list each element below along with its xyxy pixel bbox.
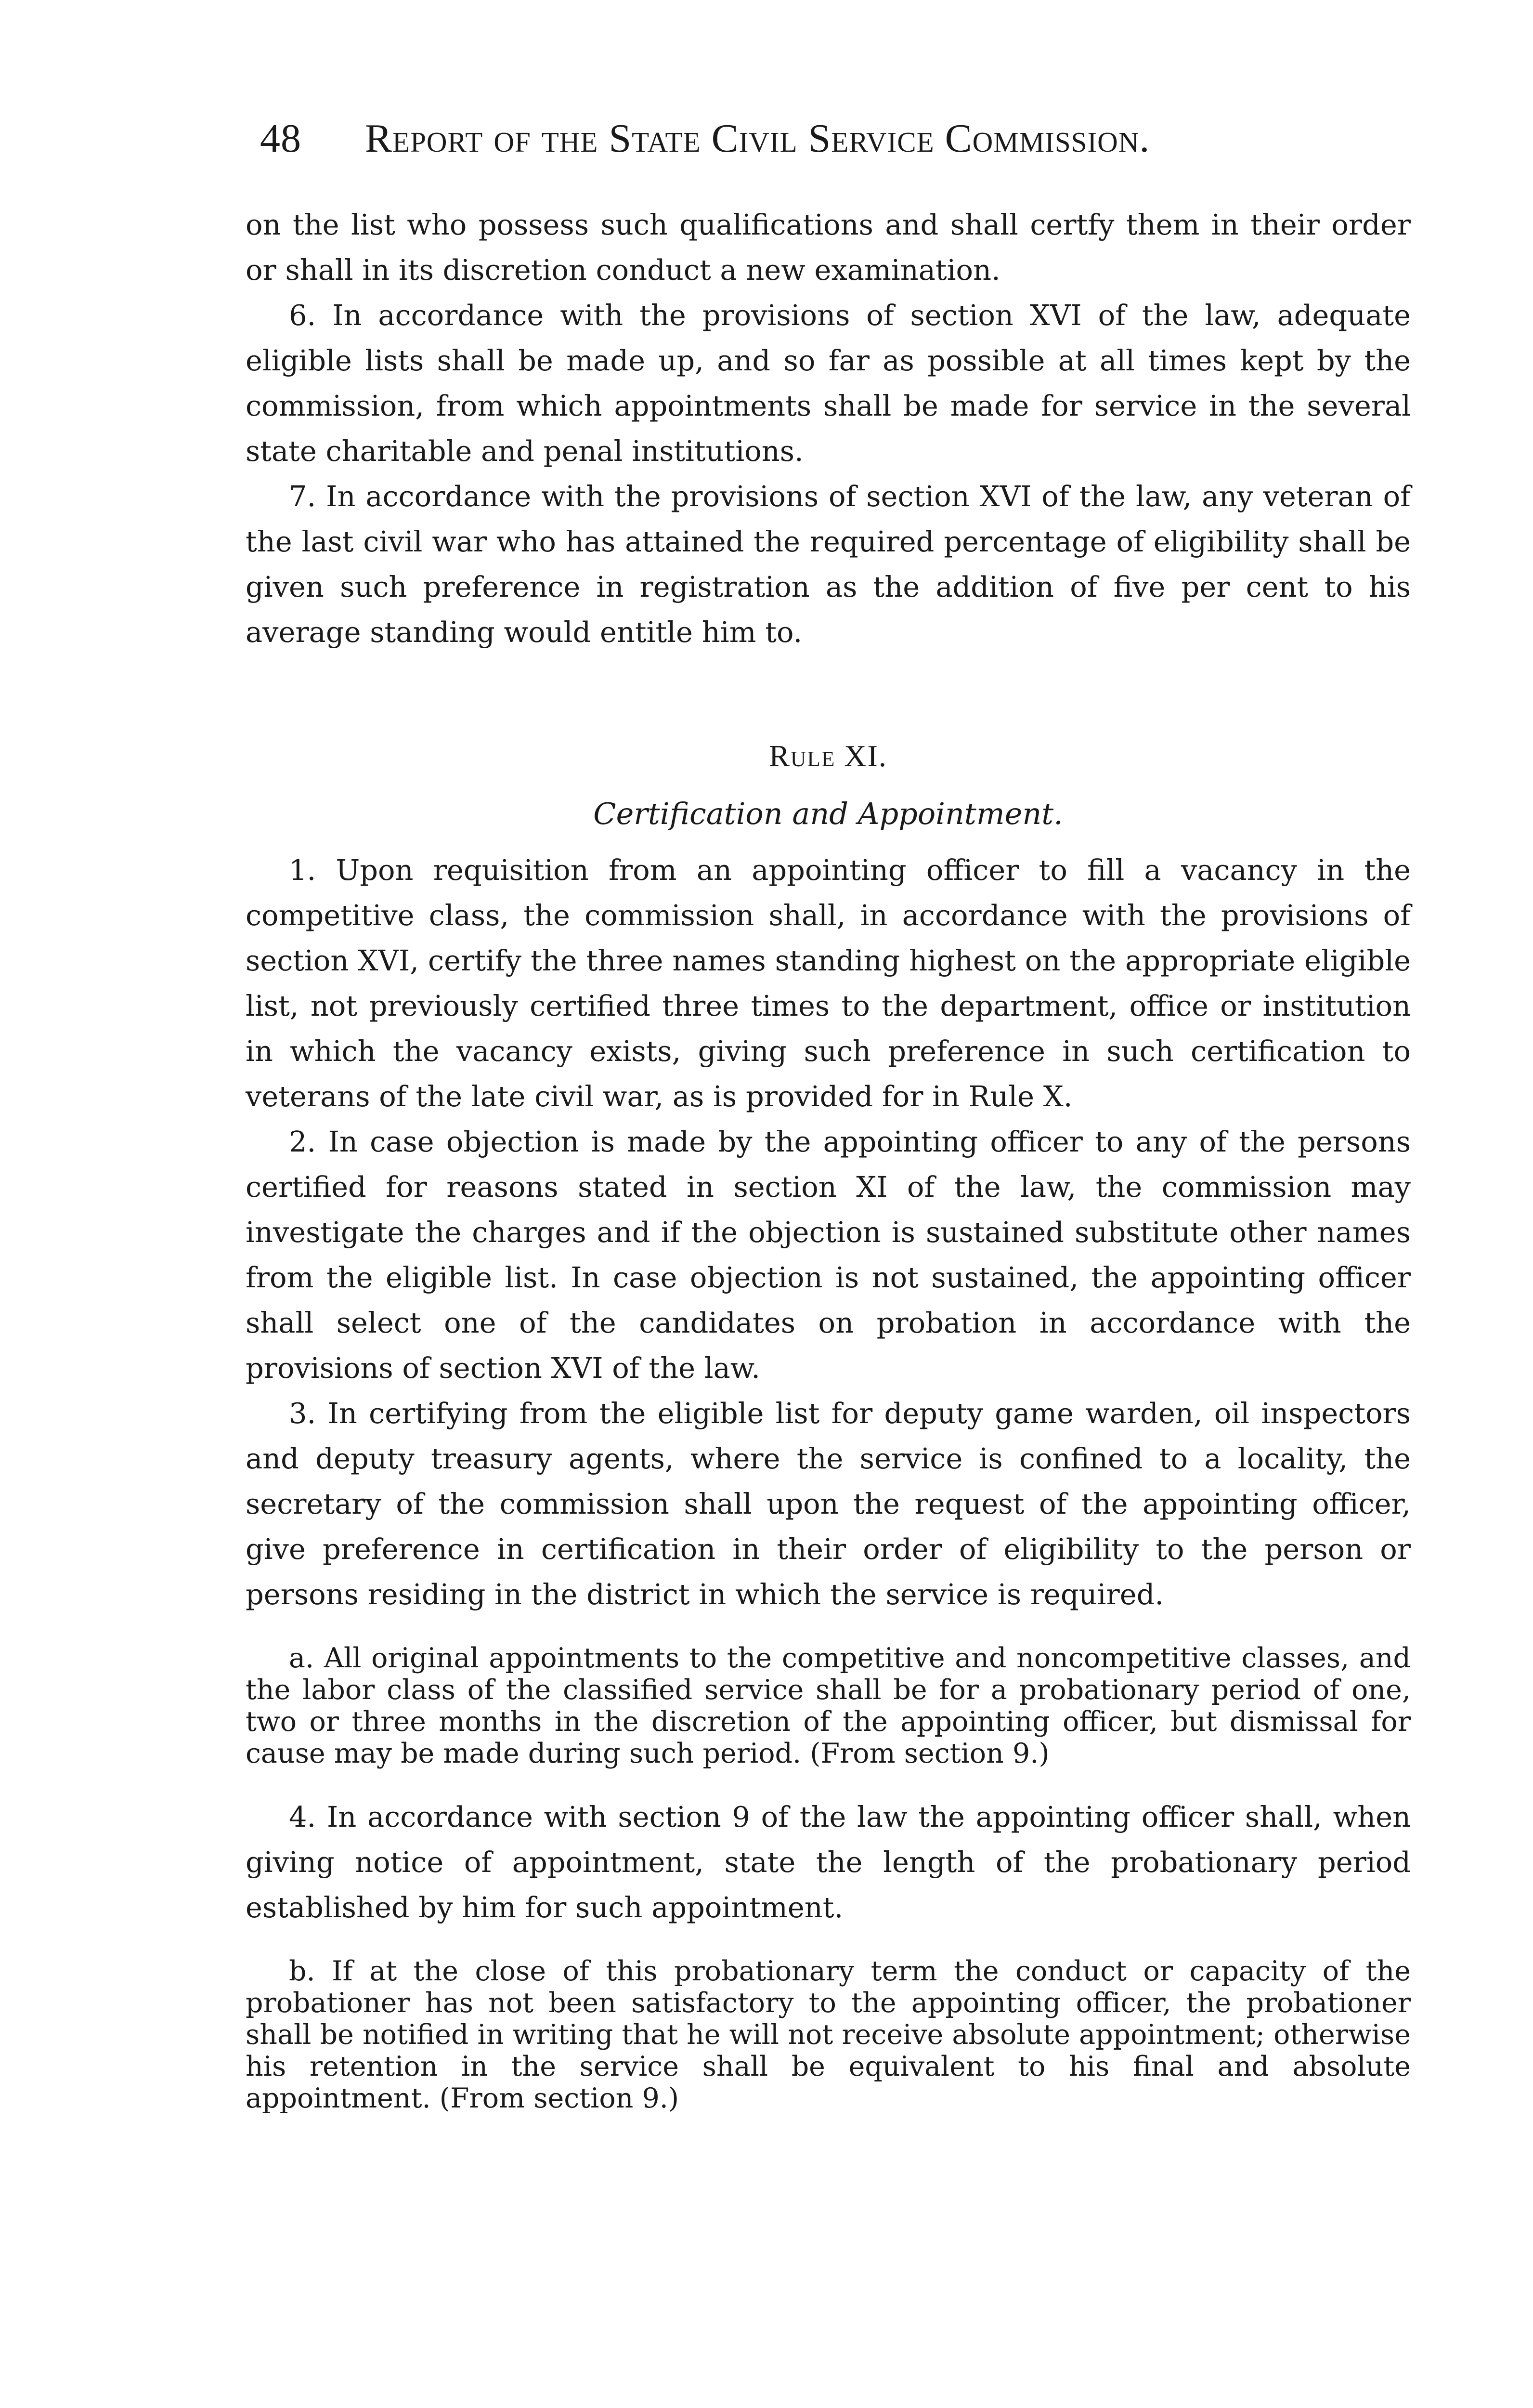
rule-subheading: Certification and Appointment. — [593, 796, 1063, 831]
rule-paragraph-4: 4. In accordance with section 9 of the law the appointing officer shall, when giving notice of appointment, state the length of the probationary period established by him for such appointment. — [246, 1800, 1411, 1924]
page-header — [260, 115, 1416, 163]
page-body — [246, 202, 1411, 2139]
rule-paragraph-b: b. If at the close of this probationary term the conduct or capacity of the probationer has not been satisfactory to the appointing officer, the probationer shall be notified in writing that he will not receive absolute appointment; otherwise his retention in the service shall be equivalent to his final and absolute appointment. (From section 9.) — [246, 1955, 1411, 2114]
rule-paragraph-a: a. All original appointments to the competitive and noncompetitive classes, and the labor class of the classified service shall be for a probationary period of one, two or three months in the discretion of the appointing officer, but dismissal for cause may be made during such period. (From section 9.) — [246, 1642, 1411, 1769]
rule-paragraph-1: 1. Upon requisition from an appointing officer to fill a vacancy in the competitive class, the commission shall, in accordance with the provisions of section XVI, certify the three names standing highest on the appropriate eligible list, not previously certified three times to the department, office or institution in which the vacancy exists, giving such preference in such certification to veterans of the late civil war, as is provided for in Rule X. — [246, 853, 1411, 1113]
rule-heading: Rule XI. — [769, 739, 887, 773]
paragraph-7: 7. In accordance with the provisions of section XVI of the law, any veteran of the last civil war who has attained the required percentage of eligibility shall be given such preference in registration as the addition of five per cent to his average standing would entitle him to. — [246, 480, 1411, 649]
page-number: 48 — [260, 116, 301, 161]
paragraph-6: 6. In accordance with the provisions of section XVI of the law, adequate eligible lists shall be made up, and so far as possible at all times kept by the commission, from which appointments shall be made for service in the several state charitable and penal institutions. — [246, 299, 1411, 468]
running-title: Report of the State Civil Service Commission. — [365, 116, 1150, 161]
paragraph-continued: on the list who possess such qualifications and shall certfy them in their order or shall in its discretion conduct a new examination. — [246, 208, 1411, 287]
rule-paragraph-3: 3. In certifying from the eligible list for deputy game warden, oil inspectors and deputy treasury agents, where the service is confined to a locality, the secretary of the commission shall upon the request of the appointing officer, give preference in certification in their order of eligibility to the person or persons residing in the district in which the service is required. — [246, 1397, 1411, 1611]
rule-paragraph-2: 2. In case objection is made by the appointing officer to any of the persons certified for reasons stated in section XI of the law, the commission may investigate the charges and if the objection is sustained substitute other names from the eligible list. In case objection is not sustained, the appointing officer shall select one of the candidates on probation in accordance with the provisions of section XVI of the law. — [246, 1125, 1411, 1385]
